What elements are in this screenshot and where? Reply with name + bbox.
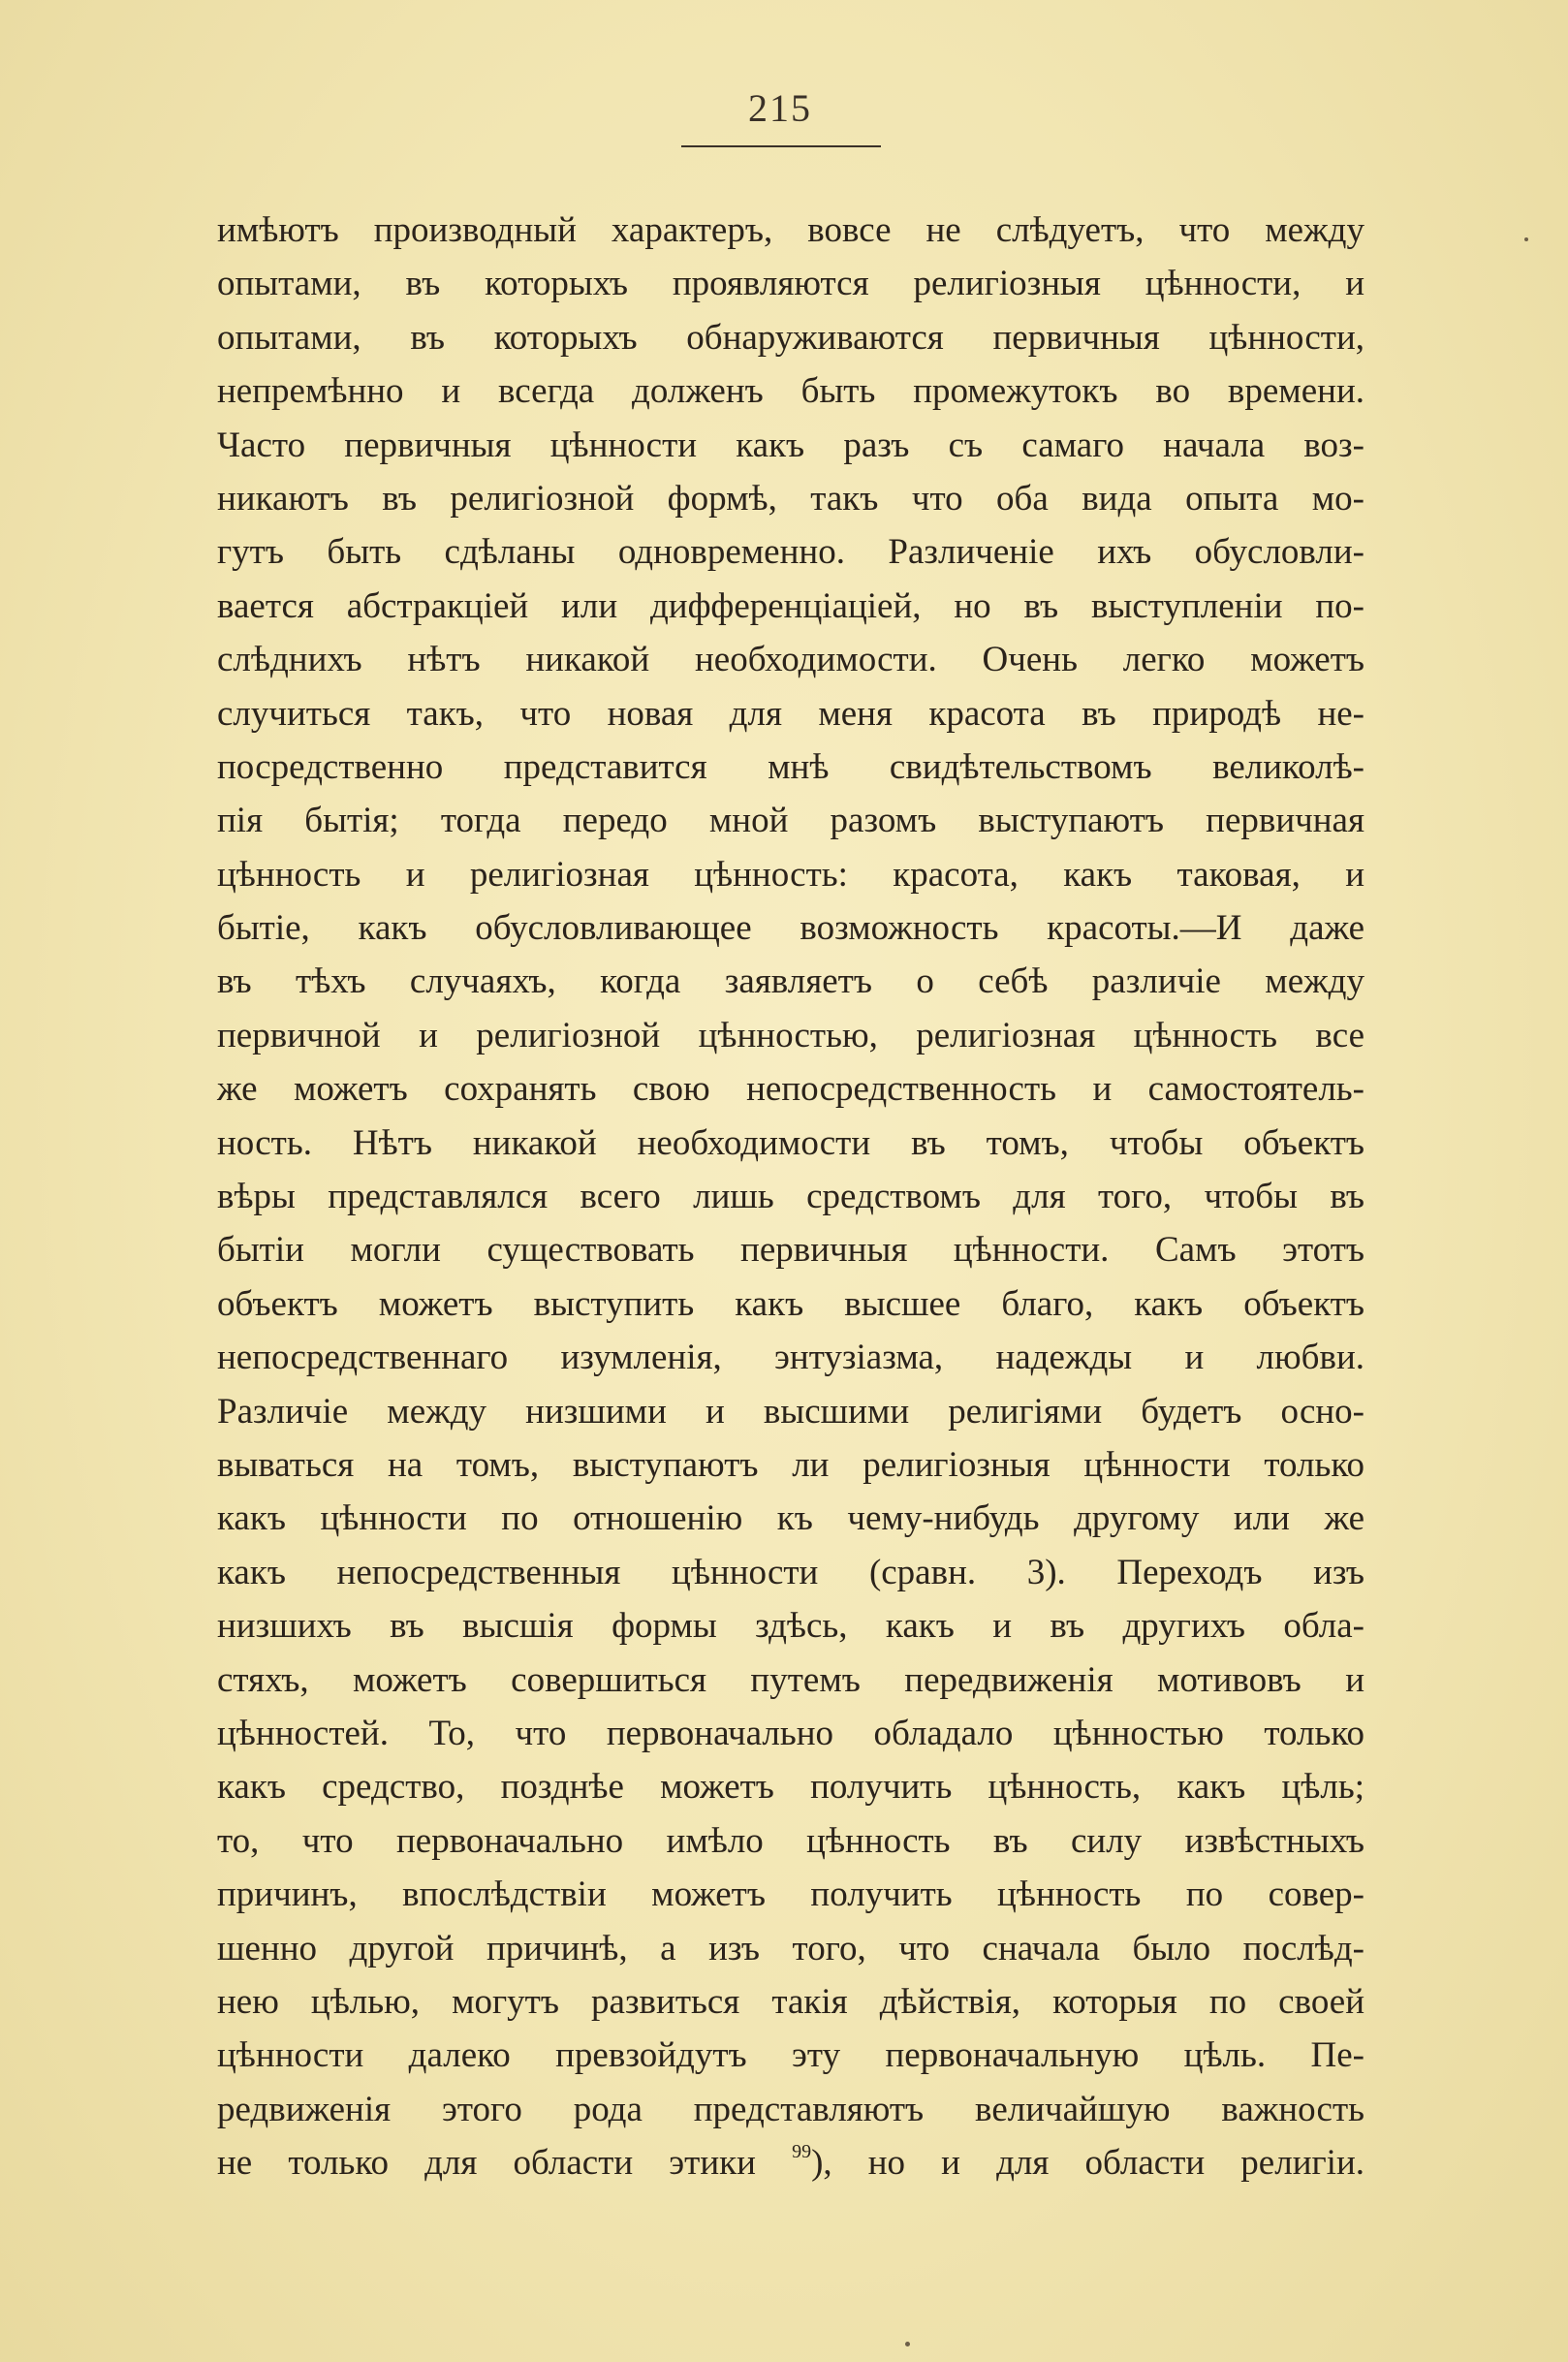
paper-speck: [905, 2342, 910, 2346]
text-line: бытіи могли существовать первичныя цѣнности. Самъ этотъ: [217, 1230, 1364, 1271]
text-line: же можетъ сохранять свою непосредственность и самостоятель-: [217, 1069, 1364, 1110]
text-line: бытіе, какъ обусловливающее возможность красоты.—И даже: [217, 908, 1364, 949]
text-line: то, что первоначально имѣло цѣнность въ силу извѣстныхъ: [217, 1820, 1364, 1861]
text-line: цѣнностей. То, что первоначально обладало цѣнностью только: [217, 1713, 1364, 1753]
text-line: ность. Нѣтъ никакой необходимости въ томъ, чтобы объектъ: [217, 1122, 1364, 1163]
text-line: причинъ, впослѣдствіи можетъ получить цѣнность по совер-: [217, 1874, 1364, 1915]
text-line: посредственно представится мнѣ свидѣтельствомъ великолѣ-: [217, 746, 1364, 787]
text-line: цѣнность и религіозная цѣнность: красота, какъ таковая, и: [217, 854, 1364, 895]
text-line: вываться на томъ, выступаютъ ли религіозныя цѣнности только: [217, 1444, 1364, 1485]
text-line: низшихъ въ высшія формы здѣсь, какъ и въ другихъ обла-: [217, 1606, 1364, 1647]
text-line: Различіе между низшими и высшими религіями будетъ осно-: [217, 1391, 1364, 1432]
text-line: стяхъ, можетъ совершиться путемъ передвиженія мотивовъ и: [217, 1659, 1364, 1700]
text-line: какъ непосредственныя цѣнности (сравн. 3). Переходъ изъ: [217, 1552, 1364, 1592]
text-line: непосредственнаго изумленія, энтузіазма, надежды и любви.: [217, 1338, 1364, 1378]
body-text: [217, 204, 1364, 2189]
text-line: опытами, въ которыхъ обнаруживаются первичныя цѣнности,: [217, 317, 1364, 358]
text-line: какъ цѣнности по отношенію къ чему-нибудь другому или же: [217, 1498, 1364, 1539]
text-line: нею цѣлью, могутъ развиться такія дѣйствія, которыя по своей: [217, 1981, 1364, 2022]
paper-speck: [1524, 237, 1528, 241]
text-line: никаютъ въ религіозной формѣ, такъ что оба вида опыта мо-: [217, 478, 1364, 519]
text-line-last-before: не только для области этики: [217, 2143, 793, 2184]
page-number: 215: [748, 86, 812, 130]
text-line: какъ средство, позднѣе можетъ получить цѣнность, какъ цѣль;: [217, 1767, 1364, 1808]
text-line: въ тѣхъ случаяхъ, когда заявляетъ о себѣ различіе между: [217, 961, 1364, 1002]
text-line: непремѣнно и всегда долженъ быть промежутокъ во времени.: [217, 371, 1364, 412]
text-line: опытами, въ которыхъ проявляются религіозныя цѣнности, и: [217, 264, 1364, 304]
text-line: шенно другой причинѣ, а изъ того, что сначала было послѣд-: [217, 1928, 1364, 1968]
text-line: редвиженія этого рода представляютъ величайшую важность: [217, 2089, 1364, 2129]
text-line: Часто первичныя цѣнности какъ разъ съ самаго начала воз-: [217, 425, 1364, 465]
text-line: вается абстракціей или дифференціаціей, но въ выступленіи по-: [217, 585, 1364, 626]
text-line-last-after: ), но и для области религіи.: [811, 2143, 1364, 2184]
text-line: гутъ быть сдѣланы одновременно. Различеніе ихъ обусловли-: [217, 532, 1364, 573]
text-line: первичной и религіозной цѣнностью, религіозная цѣнность все: [217, 1015, 1364, 1055]
text-line: имѣютъ производный характеръ, вовсе не слѣдуетъ, что между: [217, 210, 1364, 250]
text-line-last: [217, 2136, 1364, 2189]
text-line: вѣры представлялся всего лишь средствомъ для того, чтобы въ: [217, 1177, 1364, 1217]
text-line: пія бытія; тогда передо мной разомъ выступаютъ первичная: [217, 801, 1364, 841]
footnote-reference[interactable]: 99: [792, 2141, 812, 2163]
text-line: цѣнности далеко превзойдутъ эту первоначальную цѣль. Пе-: [217, 2035, 1364, 2076]
text-line: случиться такъ, что новая для меня красота въ природѣ не-: [217, 693, 1364, 734]
page-number-rule: [681, 145, 881, 147]
text-line: слѣднихъ нѣтъ никакой необходимости. Очень легко можетъ: [217, 640, 1364, 680]
text-line: объектъ можетъ выступить какъ высшее благо, какъ объектъ: [217, 1283, 1364, 1324]
